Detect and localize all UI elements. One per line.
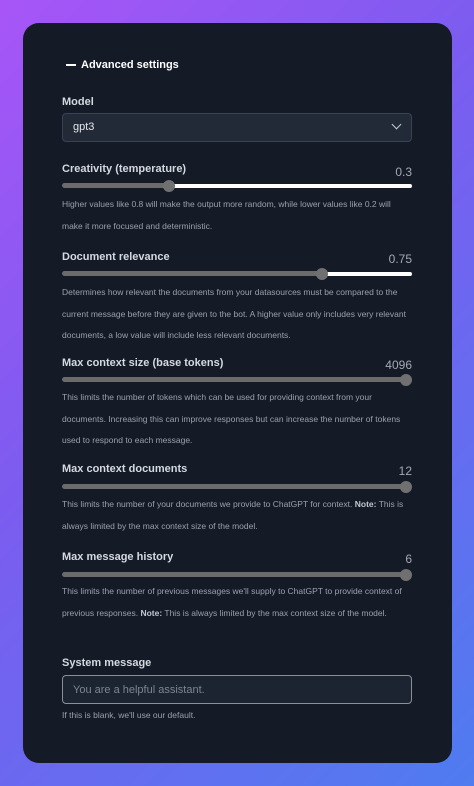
history-slider[interactable] [62,569,412,581]
relevance-value: 0.75 [388,252,412,266]
context-size-help: This limits the number of tokens which can be used for providing context from your documents. Increasing this can improve responses but can increase the number of tokens used to respond to each message. [62,392,401,445]
help-text: This limits the number of your documents we provide to ChatGPT for context. [62,499,355,509]
model-selected-value: gpt3 [73,121,95,133]
model-select[interactable] [62,113,412,142]
temperature-help: Higher values like 0.8 will make the output more random, while lower values like 0.2 will make it more focused and deterministic. [62,199,391,231]
slider-track-fill [62,183,169,188]
context-docs-slider[interactable] [62,481,412,493]
slider-track-fill [62,572,412,577]
slider-track-fill [62,484,412,489]
slider-track-rest [169,184,412,188]
context-docs-label: Max context documents [62,463,188,475]
temperature-label: Creativity (temperature) [62,163,187,175]
temperature-value: 0.3 [395,165,412,179]
help-note: Note: [140,607,163,618]
help-note: Note: [354,499,377,509]
advanced-settings-toggle[interactable] [66,59,179,71]
slider-track-rest [322,272,412,276]
slider-track-fill [62,271,322,276]
system-message-label: System message [62,657,152,669]
history-label: Max message history [62,551,174,563]
slider-thumb[interactable] [163,180,175,192]
slider-track-fill [62,377,412,382]
collapse-icon [66,64,76,66]
relevance-label: Document relevance [62,251,170,263]
slider-thumb[interactable] [316,268,328,280]
system-message-input[interactable] [62,675,412,704]
relevance-slider[interactable] [62,268,412,280]
help-text: This is always limited by the max context size of the model. [62,499,404,531]
temperature-slider[interactable] [62,180,412,192]
slider-thumb[interactable] [400,374,412,386]
context-size-slider[interactable] [62,374,412,386]
slider-thumb[interactable] [400,481,412,493]
help-text: This is always limited by the max context size of the model. [162,607,387,618]
context-docs-value: 12 [398,464,412,478]
context-docs-help [62,494,412,537]
help-text: This limits the number of previous messages we'll supply to ChatGPT to provide context of previous responses. [62,586,402,618]
slider-thumb[interactable] [400,569,412,581]
section-title: Advanced settings [81,59,179,71]
context-size-label: Max context size (base tokens) [62,357,224,369]
system-message-help: If this is blank, we'll use our default. [62,710,196,720]
relevance-help: Determines how relevant the documents from your datasources must be compared to the current message before they are given to the bot. A higher value only includes very relevant documents, a low value will include less relevant documents. [62,287,406,340]
context-size-value: 4096 [385,358,412,372]
model-label: Model [62,96,94,108]
history-value: 6 [405,552,412,566]
history-help [62,581,412,624]
chevron-down-icon [392,120,402,130]
